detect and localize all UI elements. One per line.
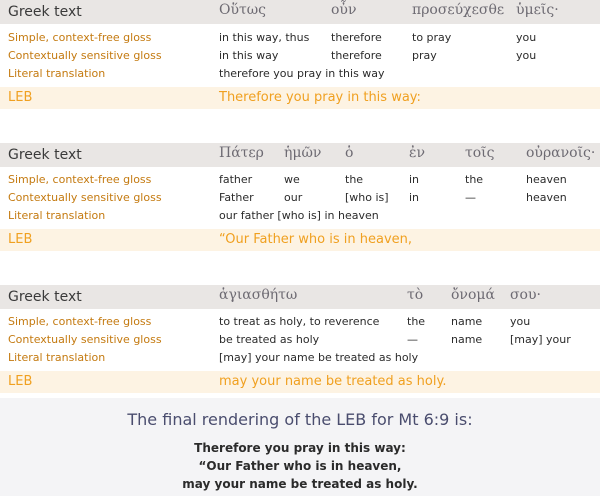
simple-gloss-row [0,313,600,331]
greek-word: ἐν [409,145,426,161]
contextual-gloss-label: Contextually sensitive gloss [8,49,162,62]
simple-gloss-label: Simple, context-free gloss [8,31,152,44]
simple-gloss-label: Simple, context-free gloss [8,315,152,328]
simple-gloss-row [0,29,600,47]
simple-gloss-label: Simple, context-free gloss [8,173,152,186]
greek-word: οὐρανοῖς· [526,145,596,161]
contextual-gloss-cell: [who is] [345,191,389,204]
greek-text-label: Greek text [8,147,82,163]
contextual-gloss-cell: name [451,333,483,346]
greek-word: ὁ [345,145,354,161]
literal-translation-text: [may] your name be treated as holy [219,351,419,364]
simple-gloss-cell: the [465,173,484,186]
literal-translation-label: Literal translation [8,209,106,222]
simple-gloss-cell: you [516,31,537,44]
literal-translation-row [0,207,600,225]
contextual-gloss-cell: pray [412,49,437,62]
greek-word: Πάτερ [219,145,264,161]
leb-label: LEB [8,374,33,389]
contextual-gloss-cell: — [465,191,476,204]
greek-word: ὄνομά [451,287,495,303]
final-rendering-line: “Our Father who is in heaven, [198,459,402,473]
greek-word: ἁγιασθήτω [219,287,298,303]
leb-label: LEB [8,232,33,247]
greek-text-label: Greek text [8,4,82,20]
simple-gloss-cell: we [284,173,300,186]
greek-text-row [0,0,600,24]
contextual-gloss-cell: in this way [219,49,279,62]
contextual-gloss-cell: you [516,49,537,62]
contextual-gloss-cell: Father [219,191,254,204]
literal-translation-row [0,349,600,367]
leb-row [0,229,600,251]
greek-word: οὖν [331,2,357,18]
contextual-gloss-cell: be treated as holy [219,333,320,346]
literal-translation-text: therefore you pray in this way [219,67,385,80]
simple-gloss-cell: name [451,315,483,328]
contextual-gloss-row [0,331,600,349]
final-rendering-heading: The final rendering of the LEB for Mt 6:9 is: [127,410,473,429]
leb-row [0,87,600,109]
literal-translation-text: our father [who is] in heaven [219,209,379,222]
simple-gloss-cell: the [407,315,426,328]
simple-gloss-cell: in this way, thus [219,31,310,44]
leb-text: may your name be treated as holy. [219,374,447,389]
simple-gloss-cell: heaven [526,173,567,186]
literal-translation-label: Literal translation [8,351,106,364]
simple-gloss-cell: the [345,173,364,186]
contextual-gloss-cell: in [409,191,420,204]
contextual-gloss-cell: heaven [526,191,567,204]
simple-gloss-cell: father [219,173,253,186]
contextual-gloss-label: Contextually sensitive gloss [8,191,162,204]
contextual-gloss-cell: [may] your [510,333,571,346]
simple-gloss-cell: to treat as holy, to reverence [219,315,380,328]
contextual-gloss-cell: our [284,191,303,204]
simple-gloss-row [0,171,600,189]
leb-label: LEB [8,90,33,105]
greek-text-row [0,143,600,167]
simple-gloss-cell: to pray [412,31,452,44]
leb-row [0,371,600,393]
greek-word: ὑμεῖς· [516,2,559,18]
greek-word: σου· [510,287,541,303]
greek-word: τοῖς [465,145,495,161]
leb-text: “Our Father who is in heaven, [219,232,413,247]
contextual-gloss-row [0,189,600,207]
contextual-gloss-cell: therefore [331,49,382,62]
contextual-gloss-row [0,47,600,65]
greek-text-row [0,285,600,309]
contextual-gloss-cell: — [407,333,418,346]
leb-text: Therefore you pray in this way: [219,90,421,105]
final-rendering-line: may your name be treated as holy. [182,477,418,491]
simple-gloss-cell: therefore [331,31,382,44]
greek-text-label: Greek text [8,289,82,305]
literal-translation-label: Literal translation [8,67,106,80]
greek-word: τὸ [407,287,424,303]
greek-word: ἡμῶν [284,145,322,161]
simple-gloss-cell: you [510,315,531,328]
greek-word: Οὕτως [219,2,266,18]
final-rendering-box [0,398,600,496]
greek-word: προσεύχεσθε [412,2,505,18]
literal-translation-row [0,65,600,83]
contextual-gloss-label: Contextually sensitive gloss [8,333,162,346]
final-rendering-line: Therefore you pray in this way: [194,441,406,455]
simple-gloss-cell: in [409,173,420,186]
